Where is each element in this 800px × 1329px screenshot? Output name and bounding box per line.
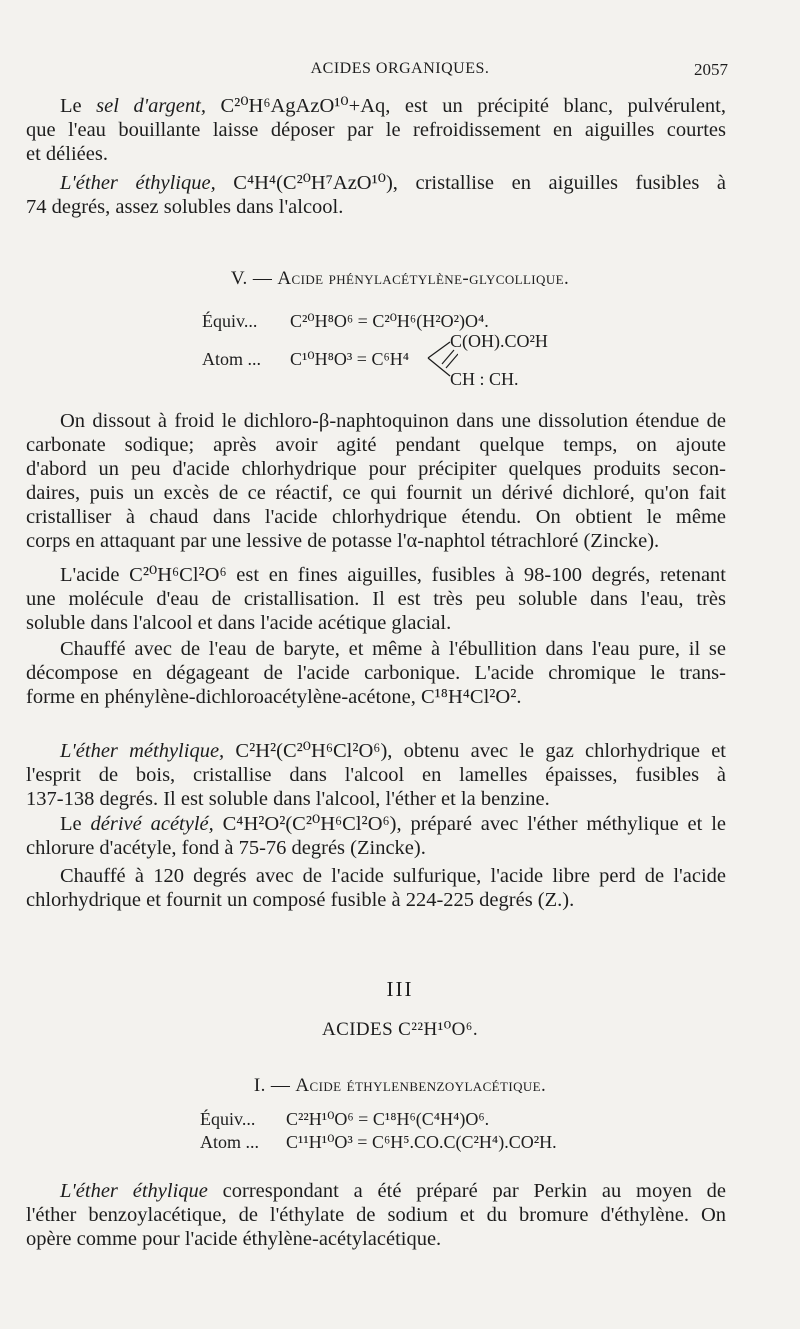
text-line: 74 degrés, assez solubles dans l'alcool. bbox=[26, 196, 344, 218]
paragraph-methyl-ether bbox=[26, 739, 726, 811]
formula-branch-top: C(OH).CO²H bbox=[450, 331, 548, 351]
chapter-numeral: III bbox=[386, 977, 414, 1001]
text-line: que l'eau bouillante laisse déposer par le refroidissement en aiguilles courtes bbox=[26, 119, 726, 141]
text-line: l'esprit de bois, cristallise dans l'alcool en lamelles épaisses, fusibles à bbox=[26, 764, 726, 786]
text-line: Le dérivé acétylé, C⁴H²O²(C²⁰H⁶Cl²O⁶), préparé avec l'éther méthylique et le bbox=[60, 813, 726, 835]
section-heading-v: V. — Acide phénylacétylène-glycollique. bbox=[230, 268, 570, 289]
paragraph-perkin bbox=[26, 1179, 726, 1251]
text-line: 137-138 degrés. Il est soluble dans l'alcool, l'éther et la benzine. bbox=[26, 788, 550, 810]
paragraph-properties bbox=[26, 563, 726, 635]
text-line: opère comme pour l'acide éthylène-acétylacétique. bbox=[26, 1228, 442, 1250]
paragraph-baryta bbox=[26, 637, 726, 709]
text-line: daires, puis un excès de ce réactif, ce qui fournit un dérivé dichloré, qu'on fait bbox=[26, 482, 726, 504]
text-line: soluble dans l'alcool et dans l'acide acétique glacial. bbox=[26, 612, 452, 634]
paragraph-sulfuric bbox=[26, 864, 726, 912]
equiv-formula: C²²H¹⁰O⁶ = C¹⁸H⁶(C⁴H⁴)O⁶. bbox=[286, 1109, 490, 1129]
paragraph-silver-salt bbox=[26, 94, 726, 166]
text-line: corps en attaquant par une lessive de potasse l'α-naphtol tétrachloré (Zincke). bbox=[26, 530, 660, 552]
text-line: cristalliser à chaud dans l'acide chlorhydrique étendu. On obtient le même bbox=[26, 506, 726, 528]
text-line: chlorure d'acétyle, fond à 75-76 degrés (Zincke). bbox=[26, 837, 426, 859]
text-line: L'éther éthylique correspondant a été préparé par Perkin au moyen de bbox=[60, 1180, 726, 1202]
running-title: ACIDES ORGANIQUES. bbox=[310, 60, 490, 77]
text-line: forme en phénylène-dichloroacétylène-acétone, C¹⁸H⁴Cl²O². bbox=[26, 686, 522, 708]
paragraph-ethyl-ether bbox=[26, 171, 726, 219]
equiv-label: Équiv... bbox=[202, 311, 258, 331]
running-header bbox=[0, 60, 800, 84]
chapter-title: ACIDES C²²H¹⁰O⁶. bbox=[322, 1019, 478, 1040]
text-line: L'éther éthylique, C⁴H⁴(C²⁰H⁷AzO¹⁰), cristallise en aiguilles fusibles à bbox=[60, 172, 726, 194]
text-line: Chauffé avec de l'eau de baryte, et même à l'ébullition dans l'eau pure, il se bbox=[60, 638, 726, 660]
paragraph-preparation bbox=[26, 409, 726, 553]
atom-formula: C¹¹H¹⁰O³ = C⁶H⁵.CO.C(C²H⁴).CO²H. bbox=[286, 1132, 557, 1152]
equiv-label: Équiv... bbox=[200, 1109, 256, 1129]
atom-label: Atom ... bbox=[202, 349, 262, 369]
text-line: On dissout à froid le dichloro-β-naphtoquinon dans une dissolution étendue de bbox=[60, 410, 726, 432]
text-line: décompose en dégageant de l'acide carbonique. L'acide chromique le trans- bbox=[26, 662, 726, 684]
text-line: Le sel d'argent, C²⁰H⁶AgAzO¹⁰+Aq, est un précipité blanc, pulvérulent, bbox=[60, 95, 727, 117]
atom-label: Atom ... bbox=[200, 1132, 260, 1152]
text-line: une molécule d'eau de cristallisation. Il est très peu soluble dans l'eau, très bbox=[26, 588, 726, 610]
text-line: et déliées. bbox=[26, 143, 108, 165]
equiv-formula: C²⁰H⁸O⁶ = C²⁰H⁶(H²O²)O⁴. bbox=[290, 311, 489, 331]
paragraph-acetyl-derivative bbox=[26, 812, 726, 860]
atom-formula: C¹⁰H⁸O³ = C⁶H⁴ bbox=[290, 349, 409, 369]
text-line: L'éther méthylique, C²H²(C²⁰H⁶Cl²O⁶), obtenu avec le gaz chlorhydrique et bbox=[60, 740, 726, 762]
text-line: chlorhydrique et fournit un composé fusible à 224-225 degrés (Z.). bbox=[26, 889, 575, 911]
formula-branch-bottom: CH : CH. bbox=[450, 369, 519, 389]
page-number: 2057 bbox=[694, 60, 728, 79]
text-line: L'acide C²⁰H⁶Cl²O⁶ est en fines aiguilles, fusibles à 98-100 degrés, retenant bbox=[60, 564, 726, 586]
text-line: carbonate sodique; après avoir agité pendant quelque temps, on ajoute bbox=[26, 434, 726, 456]
text-line: Chauffé à 120 degrés avec de l'acide sulfurique, l'acide libre perd de l'acide bbox=[60, 865, 726, 887]
text-line: l'éther benzoylacétique, de l'éthylate de sodium et du bromure d'éthylène. On bbox=[26, 1204, 726, 1226]
section-heading-i: I. — Acide éthylenbenzoylacétique. bbox=[253, 1075, 547, 1096]
text-line: d'abord un peu d'acide chlorhydrique pour précipiter quelques produits secon- bbox=[26, 458, 726, 480]
